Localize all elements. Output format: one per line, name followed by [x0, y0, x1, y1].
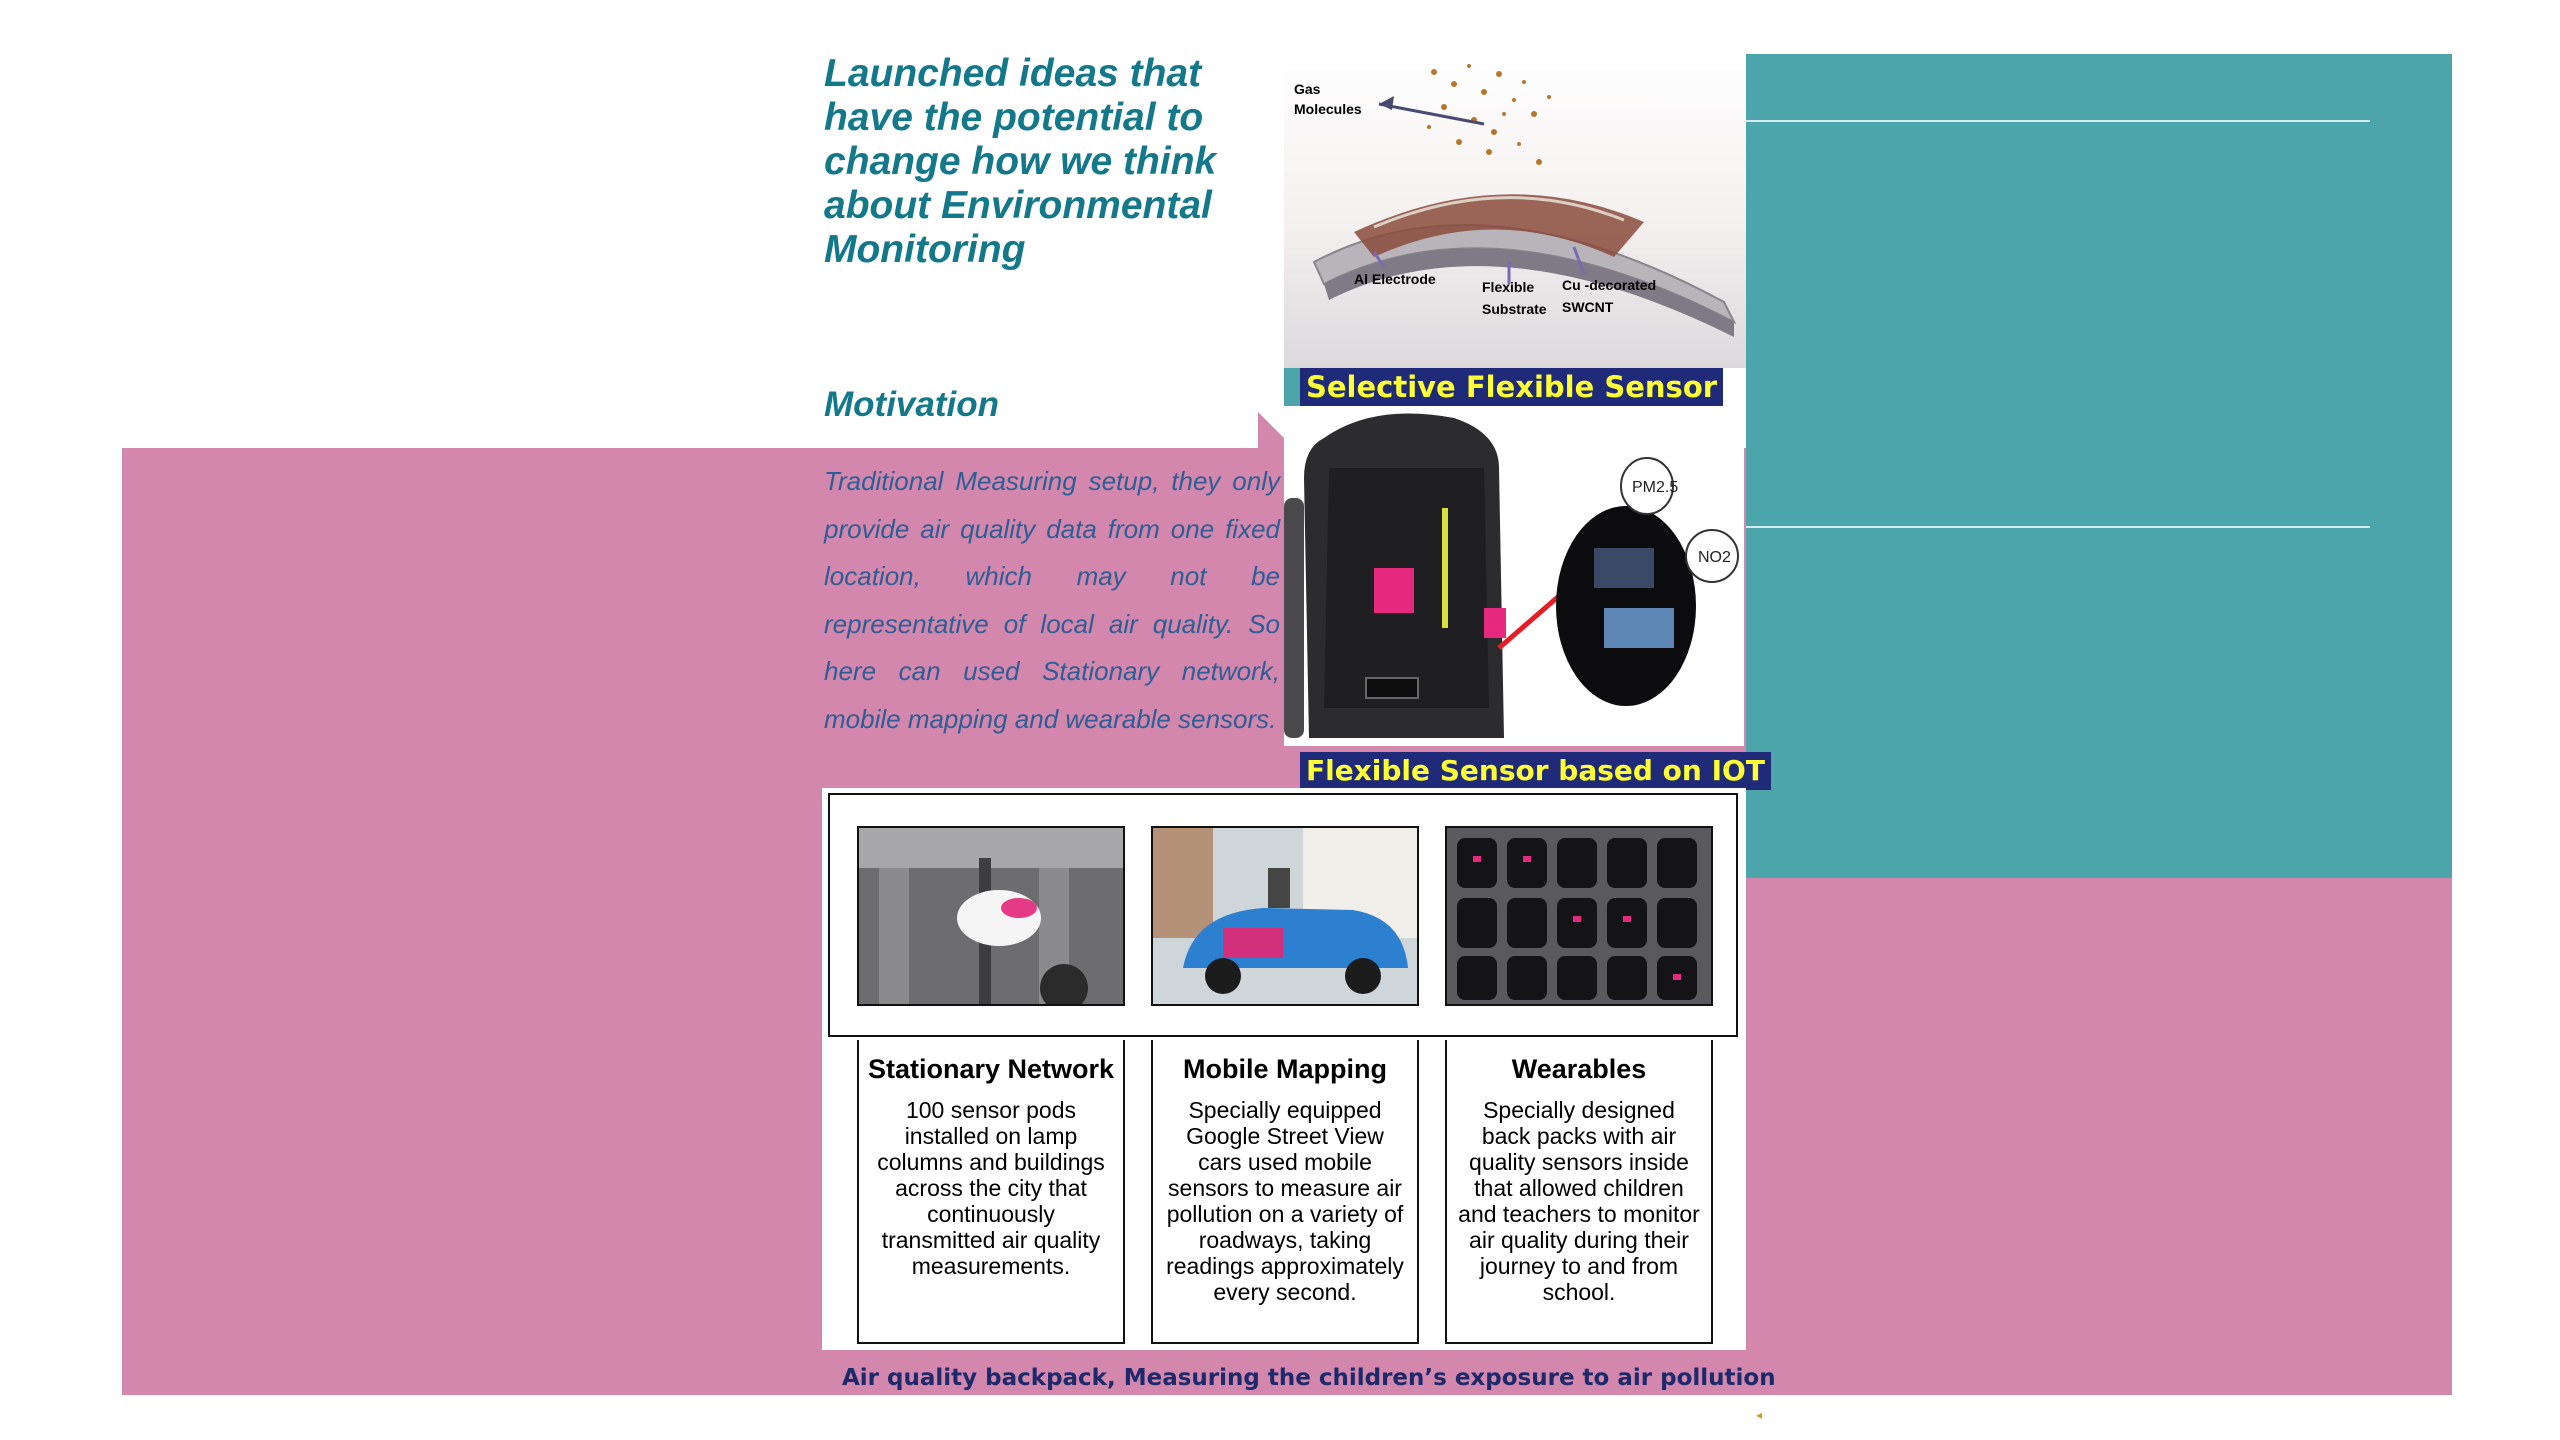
card-title: Wearables	[1511, 1054, 1647, 1084]
label-flexible: Flexible	[1482, 279, 1535, 295]
teal-divider-line	[1746, 526, 2370, 528]
small-arrow-icon: ◂	[1756, 1408, 1763, 1422]
wearables-card	[1445, 1040, 1713, 1344]
slide-headline: Launched ideas that have the potential to change how we think about Environmental Monitoring	[824, 52, 1217, 271]
label-swcnt: SWCNT	[1562, 299, 1614, 315]
backpack-graphic	[1284, 408, 1744, 746]
sensor-caption: Selective Flexible Sensor	[1300, 368, 1723, 406]
gas-particles	[1427, 64, 1551, 165]
label-molecules: Molecules	[1294, 101, 1362, 117]
wearables-photo	[1445, 826, 1713, 1006]
card-title: Stationary Network	[867, 1054, 1115, 1084]
bubble-pm: PM2.5	[1632, 479, 1679, 496]
mobile-mapping-photo	[1151, 826, 1419, 1006]
label-gas: Gas	[1294, 81, 1321, 97]
teal-background-block	[1746, 54, 2452, 878]
backpack-iot-image	[1284, 408, 1744, 746]
stationary-network-card	[857, 1040, 1125, 1344]
teal-divider-line	[1746, 120, 2370, 122]
card-text: Specially equipped Google Street View cars used mobile sensors to measure air pollution on a variety of roadways, taking readings approximately every second.	[1166, 1097, 1404, 1305]
label-al-electrode: Al Electrode	[1354, 271, 1436, 287]
iot-caption: Flexible Sensor based on IOT	[1300, 752, 1771, 790]
backpack-footer-caption: Air quality backpack, Measuring the children’s exposure to air pollution	[842, 1365, 1776, 1391]
sensor-diagram-graphic	[1284, 52, 1746, 368]
caption-accent	[1284, 368, 1300, 406]
card-title: Mobile Mapping	[1183, 1054, 1387, 1084]
card-text: 100 sensor pods installed on lamp columns and buildings across the city that continuously transmitted air quality measurements.	[877, 1097, 1105, 1279]
motivation-text: Traditional Measuring setup, they only provide air quality data from one fixed location, which may not be representative of local air quality. So here can used Stationary network, mobile mapping and wearable sensors.	[824, 466, 1280, 734]
stationary-network-photo	[857, 826, 1125, 1006]
bubble-no2: NO2	[1698, 549, 1731, 566]
card-text: Specially designed back packs with air quality sensors inside that allowed children and teachers to monitor air quality during their journey to and from school.	[1458, 1097, 1700, 1305]
label-cu-decorated: Cu -decorated	[1562, 277, 1657, 293]
sensor-diagram-image	[1284, 52, 1746, 368]
label-substrate: Substrate	[1482, 301, 1547, 317]
motivation-heading: Motivation	[824, 385, 999, 424]
mobile-mapping-card	[1151, 1040, 1419, 1344]
